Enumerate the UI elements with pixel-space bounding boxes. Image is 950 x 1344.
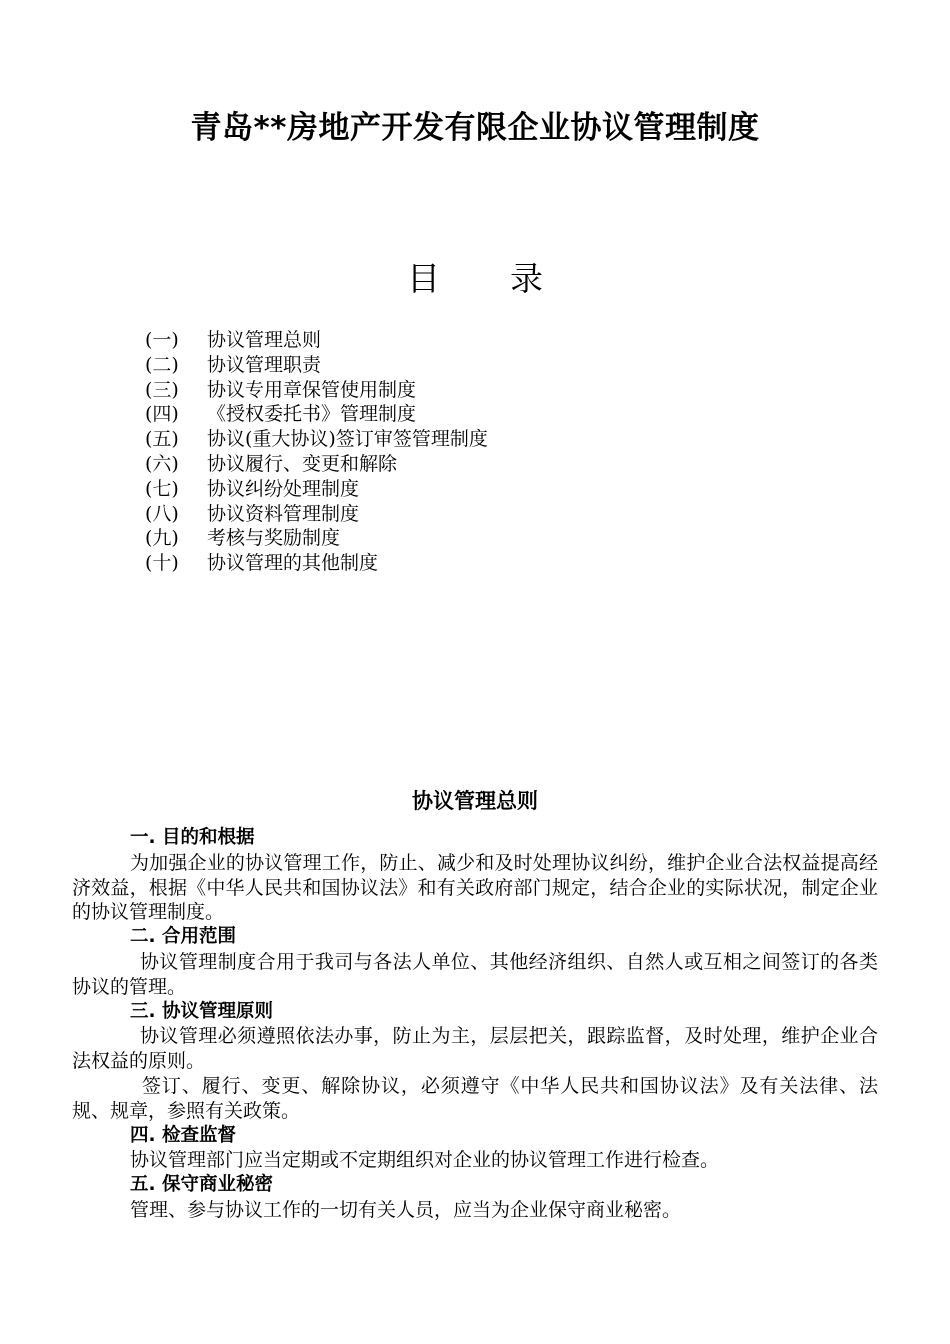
toc-item-number: (二) [145, 353, 179, 376]
toc-item-label: 协议管理总则 [207, 329, 322, 351]
subsection-heading-purpose: 一. 目的和根据 [130, 827, 255, 848]
paragraph-compliance: 签订、履行、变更、解除协议，必须遵守《中华人民共和国协议法》及有关法律、法规、规章，参照有关政策。 [72, 1074, 878, 1122]
toc-item-number: (九) [145, 527, 179, 550]
toc-item [145, 378, 488, 403]
toc-item-label: 协议(重大协议)签订审签管理制度 [207, 428, 488, 451]
toc-item-number: (十) [145, 552, 179, 575]
toc-item [145, 328, 488, 353]
toc-item [145, 551, 488, 576]
toc-item-label: 协议管理职责 [207, 353, 322, 376]
toc-item [145, 477, 488, 502]
paragraph-confidentiality: 管理、参与协议工作的一切有关人员，应当为企业保守商业秘密。 [130, 1198, 682, 1221]
toc-heading-char-1: 目 [407, 259, 440, 298]
toc-list [145, 328, 488, 576]
toc-item-label: 协议资料管理制度 [207, 502, 360, 525]
toc-item-label: 考核与奖励制度 [207, 527, 341, 550]
toc-item [145, 452, 488, 477]
toc-item [145, 427, 488, 452]
toc-heading-char-2: 录 [510, 259, 543, 298]
paragraph-inspection: 协议管理部门应当定期或不定期组织对企业的协议管理工作进行检查。 [130, 1149, 720, 1172]
toc-item-label: 协议纠纷处理制度 [207, 477, 360, 500]
toc-item-label: 协议专用章保管使用制度 [207, 378, 417, 401]
toc-item-number: (八) [145, 502, 179, 525]
toc-item [145, 526, 488, 551]
toc-item-label: 《授权委托书》管理制度 [207, 403, 417, 426]
paragraph-principles: 协议管理必须遵照依法办事，防止为主，层层把关，跟踪监督，及时处理，维护企业合法权益的原则。 [72, 1025, 878, 1073]
toc-item-number: (六) [145, 452, 179, 475]
subsection-heading-inspection: 四. 检查监督 [130, 1124, 236, 1146]
document-title: 青岛**房地产开发有限企业协议管理制度 [190, 110, 760, 146]
toc-item-label: 协议履行、变更和解除 [207, 452, 398, 475]
toc-item [145, 402, 488, 427]
paragraph-scope: 协议管理制度合用于我司与各法人单位、其他经济组织、自然人或互相之间签订的各类协议的管理。 [72, 950, 878, 998]
section-title: 协议管理总则 [412, 789, 538, 813]
toc-item-number: (五) [145, 428, 179, 451]
toc-item-number: (四) [145, 403, 179, 426]
subsection-heading-confidentiality: 五. 保守商业秘密 [130, 1174, 273, 1196]
subsection-heading-scope: 二. 合用范围 [130, 926, 236, 948]
section-body [72, 826, 878, 1223]
toc-item [145, 353, 488, 378]
toc-item-label: 协议管理的其他制度 [207, 552, 379, 575]
toc-item-number: (一) [145, 329, 179, 351]
subsection-heading-principles: 三. 协议管理原则 [130, 1000, 273, 1022]
toc-item [145, 502, 488, 527]
toc-item-number: (七) [145, 477, 179, 500]
toc-heading [0, 256, 950, 302]
paragraph-purpose: 为加强企业的协议管理工作，防止、减少和及时处理协议纠纷，维护企业合法权益提高经济效益，根据《中华人民共和国协议法》和有关政府部门规定，结合企业的实际状况，制定企业的协议管理制度。 [72, 851, 878, 924]
toc-item-number: (三) [145, 378, 179, 401]
